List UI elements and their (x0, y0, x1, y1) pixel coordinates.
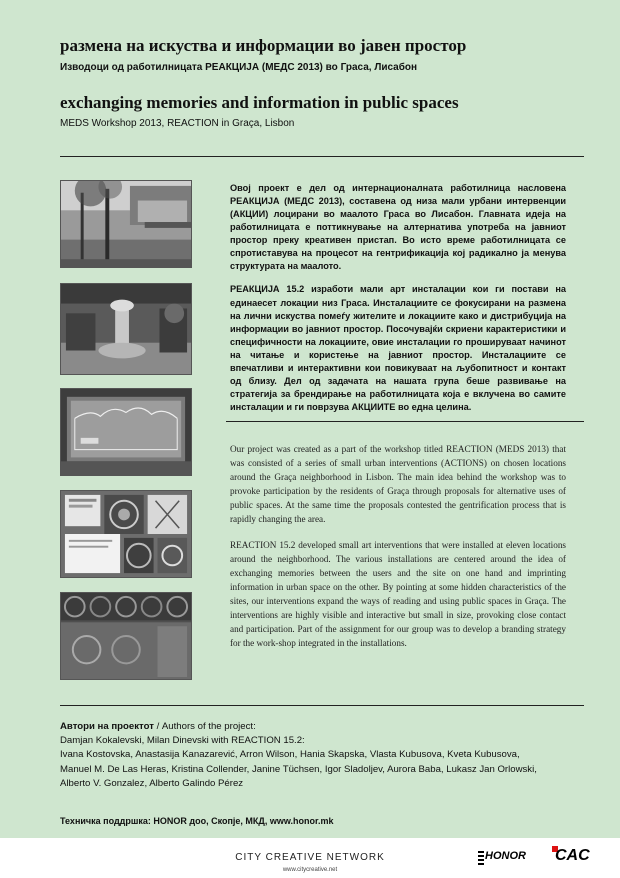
city-creative-network-logo: CITY CREATIVE NETWORK (235, 852, 385, 863)
photo-tiles-papers (60, 490, 192, 578)
authors-line-1: Damjan Kokalevski, Milan Dinevski with REACTION 15.2: (60, 735, 305, 747)
honor-logo-icon (478, 851, 484, 865)
honor-logo: HONOR (485, 850, 526, 862)
header-divider (60, 156, 584, 157)
authors-line-3: Manuel M. De Las Heras, Kristina Collender, Janine Tüchsen, Igor Sladoljev, Aurora Baba, Lukasz Jan Orlowski, (60, 763, 537, 775)
subtitle-en: MEDS Workshop 2013, REACTION in Graça, Lisbon (60, 118, 295, 129)
technical-support: Техничка поддршка: HONOR доо, Скопје, МКД, www.honor.mk (60, 816, 334, 826)
authors-label-en: / Authors of the project: (153, 721, 256, 732)
paragraph-en-2: REACTION 15.2 developed small art interventions that were installed at eleven locations around the neighborhood. The various installations are centered around the idea of exchanging memories between the users and the site on one hand and imprinting information in urban space on the other. By pointing at some hidden characteristics of the sites, our interventions expand the ways of reading and using public spaces in Graça. The interventions are highly visible and interactive but small in size, provoking close contact and participation. Part of the assignment for our group was to develop a branding strategy for the work-shop integrated in the installations. (230, 539, 566, 648)
photo-glass-panel (60, 388, 192, 476)
body-text-mk (230, 182, 566, 424)
title-en: exchanging memories and information in public spaces (60, 93, 459, 112)
body-text-en (230, 443, 566, 663)
section-divider (226, 421, 584, 422)
city-creative-network-url: www.citycreative.net (282, 867, 338, 873)
cac-logo: CAC (555, 847, 590, 864)
authors-label-mk: Автори на проектот (60, 721, 154, 732)
photo-street-trees (60, 180, 192, 268)
authors-heading (60, 720, 600, 734)
title-mk: размена на искуства и информации во јавен простор (60, 36, 467, 55)
authors-block (60, 720, 600, 791)
subtitle-mk: Изводоци од работилницата РЕАКЦИЈА (МЕДС 2013) во Граса, Лисабон (60, 62, 418, 73)
paragraph-mk-2: РЕАКЦИЈА 15.2 изработи мали арт инсталации кои ги постави на единаесет локации низ Граса. Инсталациите се фокусирани на размена на лични искуства помеѓу жителите и локациите како и дистрибуција на информации во јавниот простор. Посочувајќи скриени карактеристики и специфичности на локациите, овие инсталации го прошируваат начинот на читање и користење на јавниот простор. Инсталациите се впечатливи и интерактивни кои повикуваат на љубопитност и контакт од близу. Дел од задачата на нашата група беше развивање на стратегија за брендирање на работилницата која е вклучена во самите инсталации и ги поврзува АКЦИИТЕ во една целина. (230, 284, 566, 412)
authors-line-2: Ivana Kostovska, Anastasija Kanazarević, Arron Wilson, Hania Skapska, Vlasta Kubusova, Kveta Kubusova, (60, 749, 520, 761)
photo-ornamental-tiles (60, 592, 192, 680)
authors-line-4: Alberto V. Gonzalez, Alberto Galindo Pérez (60, 777, 244, 789)
paragraph-en-1: Our project was created as a part of the workshop titled REACTION (MEDS 2013) that was consisted of a series of small urban interventions (ACTIONS) on chosen locations around the Graça neighborhood in Lisbon. The main idea behind the workshop was to provoke participation by the residents of Graça through proposals for alternative uses of public spaces. At the same time the proposals contested the gentrification process that is rapidly changing the area. (230, 444, 566, 524)
authors-divider (60, 705, 584, 706)
paragraph-mk-1: Овој проект е дел од интернационалната работилница насловена РЕАКЦИЈА (МЕДС 2013), составена од низа мали урбани интервенции (АКЦИИ) лоцирани во маалото Граса во Лисабон. Главната идеја на работилницата е поттикнување на алтернатива употреба на јавниот простор преку креативен пристап. Во исто време работилницата се спротиставува на процесот на гентрификација кој радикално ја менува структурата на маалото. (230, 183, 566, 272)
photo-fountain (60, 283, 192, 375)
